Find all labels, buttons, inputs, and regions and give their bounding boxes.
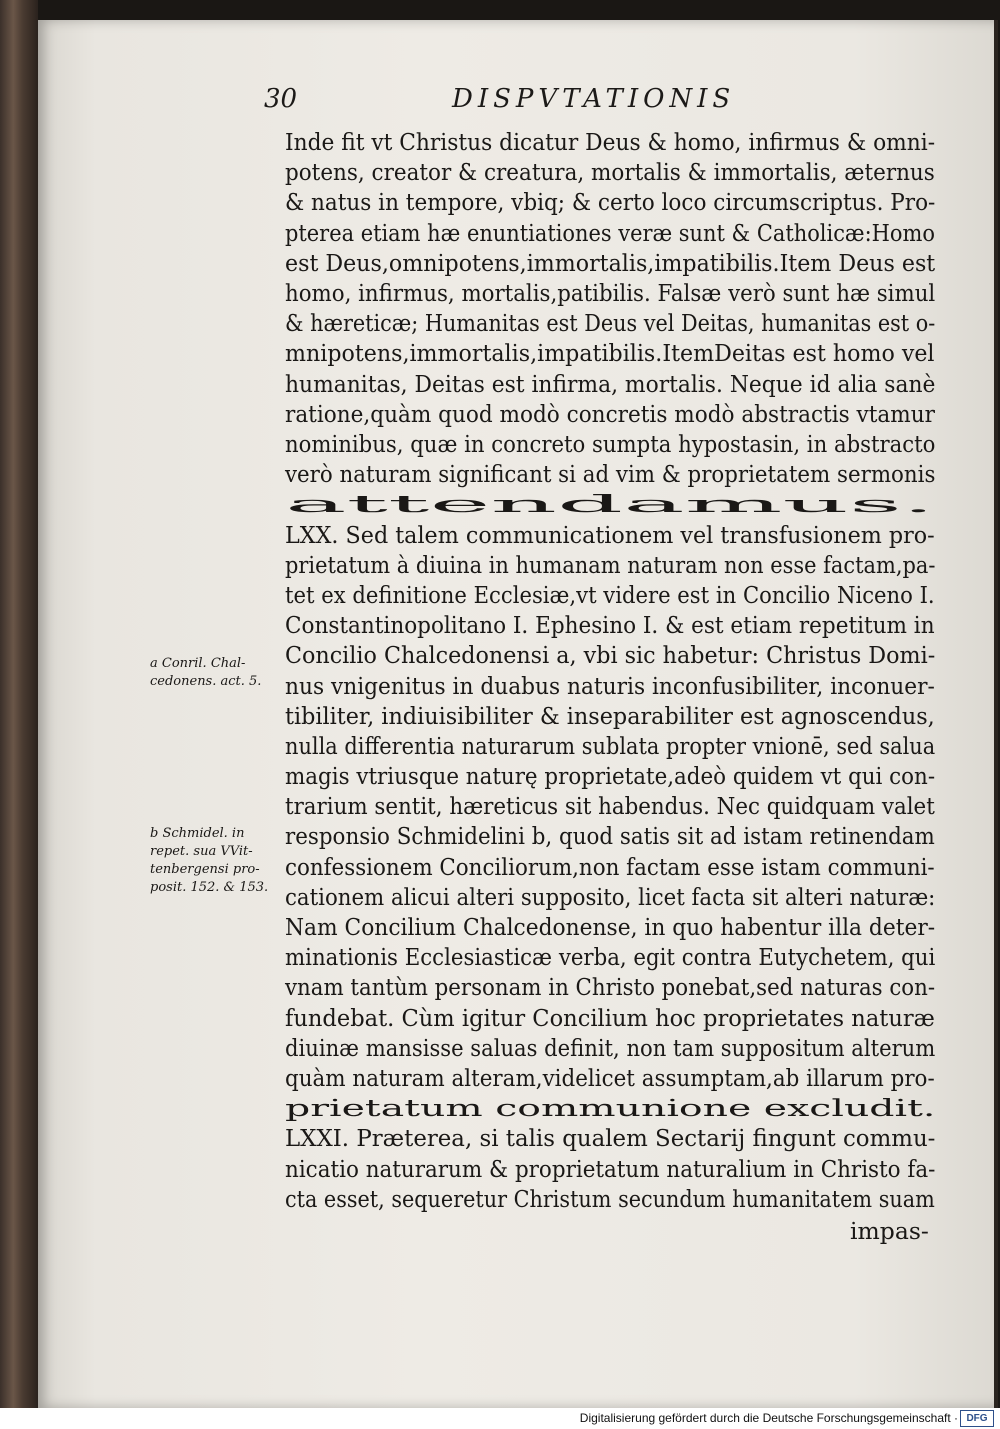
text-line: confessionem Conciliorum,non factam esse istam communi- — [285, 853, 935, 881]
text-line: pterea etiam hæ enuntiationes veræ sunt & Catholicæ:Homo — [285, 219, 935, 247]
page-edge — [994, 20, 998, 1408]
margin-note: cedonens. act. 5. — [150, 674, 262, 689]
funding-notice: Digitalisierung gefördert durch die Deutsche Forschungsgemeinschaft · — [579, 1411, 958, 1425]
running-head: DISPVTATIONIS — [452, 84, 736, 114]
text-line: humanitas, Deitas est infirma, mortalis. Neque id alia sanè — [285, 370, 936, 398]
margin-note: repet. sua VVit- — [150, 844, 253, 859]
text-line: diuinæ mansisse saluas definit, non tam suppositum alterum — [285, 1034, 936, 1062]
text-line: homo, infirmus, mortalis,patibilis. Falsæ verò sunt hæ simul — [285, 279, 936, 307]
text-line: vnam tantùm personam in Christo ponebat,sed naturas con- — [285, 973, 936, 1001]
text-line: prietatum à diuina in humanam naturam non esse factam,pa- — [285, 551, 936, 579]
text-line: attendamus. — [285, 490, 935, 518]
margin-note: b Schmidel. in — [150, 826, 245, 841]
text-line: tet ex definitione Ecclesiæ,vt videre est in Concilio Niceno I. — [285, 581, 935, 609]
text-line: est Deus,omnipotens,immortalis,impatibilis.Item Deus est — [285, 249, 936, 277]
text-line: nominibus, quæ in concreto sumpta hypostasin, in abstracto — [285, 430, 936, 458]
text-line: fundebat. Cùm igitur Concilium hoc proprietates naturæ — [285, 1004, 935, 1032]
text-line: nulla differentia naturarum sublata propter vnionē, sed salua — [285, 732, 936, 760]
text-line: LXXI. Præterea, si talis qualem Sectarij fingunt commu- — [285, 1124, 936, 1152]
text-line: cationem alicui alteri supposito, licet facta sit alteri naturæ: — [285, 883, 936, 911]
text-line: Constantinopolitano I. Ephesino I. & est etiam repetitum in — [285, 611, 935, 639]
text-line: & natus in tempore, vbiq; & certo loco circumscriptus. Pro- — [285, 188, 936, 216]
text-line: tibiliter, indiuisibiliter & inseparabiliter est agnoscendus, — [285, 702, 935, 730]
text-line: cta esset, sequeretur Christum secundum humanitatem suam — [285, 1185, 935, 1213]
text-line: minationis Ecclesiasticæ verba, egit contra Eutychetem, qui — [285, 943, 936, 971]
text-line: trarium sentit, hæreticus sit habendus. Nec quidquam valet — [285, 792, 935, 820]
text-line: ratione,quàm quod modò concretis modò abstractis vtamur — [285, 400, 935, 428]
book-spine — [0, 0, 38, 1408]
footer-bar — [0, 1408, 1000, 1429]
text-line: Concilio Chalcedonensi a, vbi sic habetur: Christus Domi- — [285, 641, 936, 669]
margin-note: a Conril. Chal- — [150, 656, 246, 671]
catchword: impas- — [850, 1217, 929, 1245]
text-line: quàm naturam alteram,videlicet assumptam,ab illarum pro- — [285, 1064, 935, 1092]
margin-note: tenbergensi pro- — [150, 862, 260, 877]
text-line: nus vnigenitus in duabus naturis inconfusibiliter, inconuer- — [285, 672, 935, 700]
text-line: Inde fit vt Christus dicatur Deus & homo, infirmus & omni- — [285, 128, 936, 156]
text-line: LXX. Sed talem communicationem vel transfusionem pro- — [285, 521, 935, 549]
text-line: Nam Concilium Chalcedonense, in quo habentur illa deter- — [285, 913, 936, 941]
text-line: prietatum communione excludit. — [285, 1094, 936, 1122]
text-line: potens, creator & creatura, mortalis & immortalis, æternus — [285, 158, 935, 186]
text-line: verò naturam significant si ad vim & proprietatem sermonis — [285, 460, 936, 488]
text-line: & hæreticæ; Humanitas est Deus vel Deitas, humanitas est o- — [285, 309, 936, 337]
text-line: nicatio naturarum & proprietatum naturalium in Christo fa- — [285, 1155, 936, 1183]
text-line: mnipotens,immortalis,impatibilis.ItemDeitas est homo vel — [285, 339, 935, 367]
dfg-logo-icon: DFG — [960, 1410, 994, 1427]
text-line: responsio Schmidelini b, quod satis sit ad istam retinendam — [285, 822, 935, 850]
page-number: 30 — [264, 84, 298, 114]
text-line: magis vtriusque naturę proprietate,adeò quidem vt qui con- — [285, 762, 936, 790]
margin-note: posit. 152. & 153. — [150, 880, 269, 895]
